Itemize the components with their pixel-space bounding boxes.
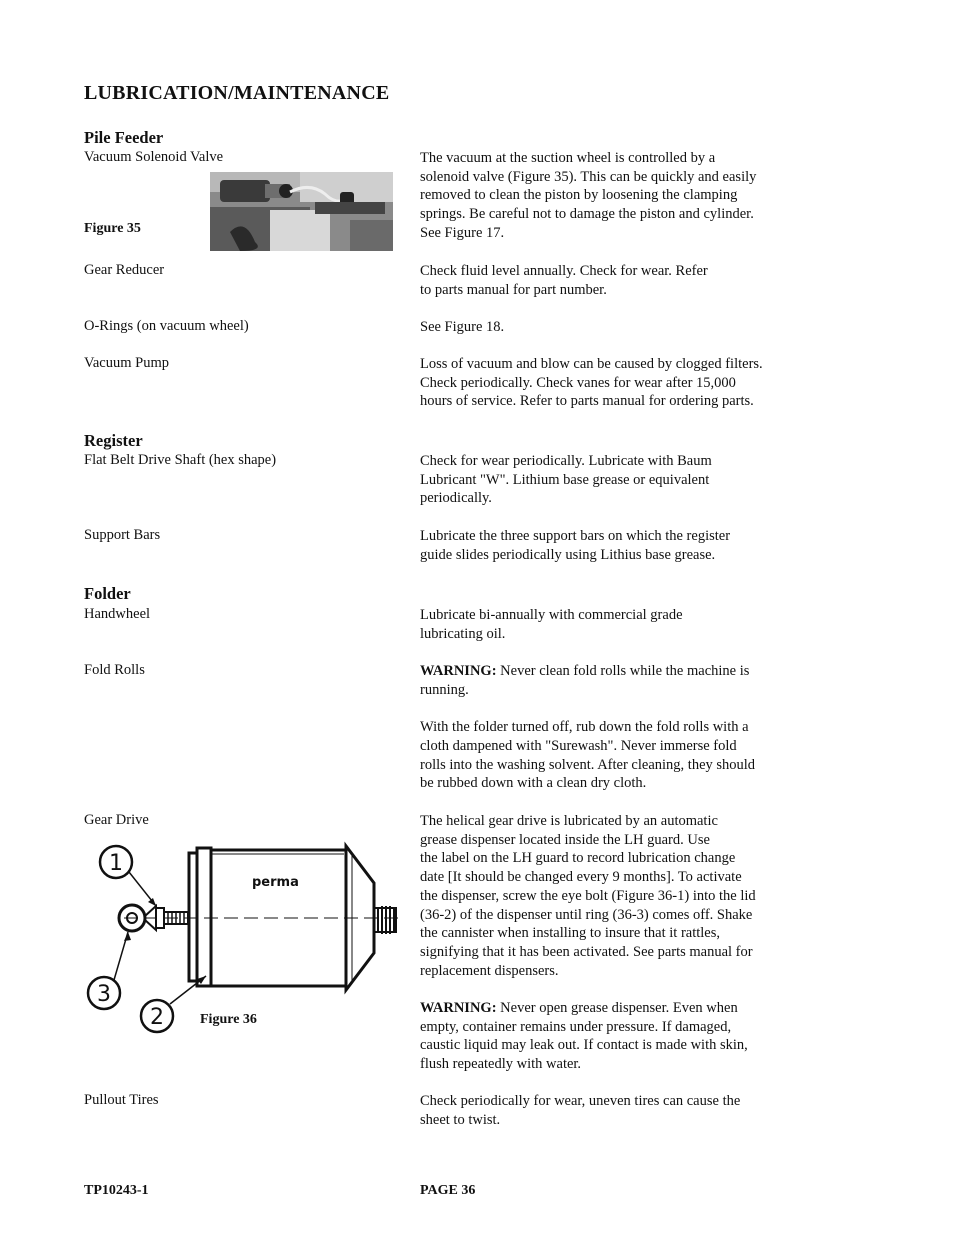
callout-2: 2: [150, 1005, 164, 1030]
label-pullout-tires: Pullout Tires: [84, 1092, 159, 1108]
warning-label: WARNING:: [420, 663, 497, 679]
figure-36-caption: Figure 36: [200, 1012, 257, 1027]
text-gear-reducer: Check fluid level annually. Check for wear. Refer to parts manual for part number.: [420, 263, 708, 298]
label-gear-drive: Gear Drive: [84, 812, 149, 828]
label-vacuum-solenoid-valve: Vacuum Solenoid Valve: [84, 149, 224, 165]
label-flat-belt-drive-shaft: Flat Belt Drive Shaft (hex shape): [84, 452, 277, 468]
figure-36-diagram: [84, 838, 414, 1038]
label-fold-rolls: Fold Rolls: [84, 662, 145, 678]
text-support-bars: Lubricate the three support bars on which the register guide slides periodically using Lithius base grease.: [420, 528, 731, 563]
text-flat-belt-drive-shaft: Check for wear periodically. Lubricate with Baum Lubricant "W". Lithium base grease or equivalent periodically.: [420, 453, 712, 507]
callout-1: 1: [109, 851, 123, 876]
label-vacuum-pump: Vacuum Pump: [84, 355, 169, 371]
label-handwheel: Handwheel: [84, 606, 151, 622]
footer-doc-number: TP10243-1: [84, 1183, 149, 1198]
footer-page-number: PAGE 36: [420, 1183, 476, 1198]
figure-35-photo: [210, 172, 393, 251]
text-vacuum-solenoid-valve: The vacuum at the suction wheel is controlled by a solenoid valve (Figure 35). This can be quickly and easily removed to clean the piston by loosening the clamping springs. Be careful not to damage the piston and cylinder. See Figure 17.: [420, 150, 757, 241]
figure-35-caption: Figure 35: [84, 221, 141, 236]
section-heading-register: Register: [84, 431, 143, 450]
label-gear-reducer: Gear Reducer: [84, 262, 165, 278]
text-handwheel: Lubricate bi-annually with commercial grade lubricating oil.: [420, 607, 683, 642]
text-o-rings: See Figure 18.: [420, 319, 505, 335]
text-pullout-tires: Check periodically for wear, uneven tires can cause the sheet to twist.: [420, 1093, 741, 1128]
page-title: LUBRICATION/MAINTENANCE: [84, 82, 390, 104]
text-fold-rolls: WARNING: Never clean fold rolls while the machine is running. With the folder turned off, rub down the fold rolls with a cloth dampened with "Surewash". Never immerse fold rolls into the washing solvent. After cleaning, they should be rubbed down with a clean dry cloth.: [420, 663, 756, 792]
section-heading-pile-feeder: Pile Feeder: [84, 128, 164, 147]
text-gear-drive: The helical gear drive is lubricated by an automatic grease dispenser located inside the LH guard. Use the label on the LH guard to record lubrication change date [It should be changed every 9 months]. To activate the dispenser, screw the eye bolt (Figure 36-1) into the lid (36-2) of the dispenser until ring (36-3) comes off. Shake the cannister when installing to insure that it rattles, signifying that it has been activated. See parts manual for replacement dispensers. WARNING: Never open grease dispenser. Even when empty, container remains under pressure. If damaged, caustic liquid may leak out. If contact is made with skin, flush repeatedly with water.: [420, 813, 756, 1073]
callout-3: 3: [97, 982, 111, 1007]
label-support-bars: Support Bars: [84, 527, 161, 543]
warning-label: WARNING:: [420, 1000, 497, 1017]
text-vacuum-pump: Loss of vacuum and blow can be caused by clogged filters. Check periodically. Check vanes for wear after 15,000 hours of service. Refer to parts manual for ordering parts.: [420, 356, 763, 410]
label-o-rings: O-Rings (on vacuum wheel): [84, 318, 249, 334]
brand-logo-text: perma: [252, 875, 299, 890]
section-heading-folder: Folder: [84, 584, 131, 603]
